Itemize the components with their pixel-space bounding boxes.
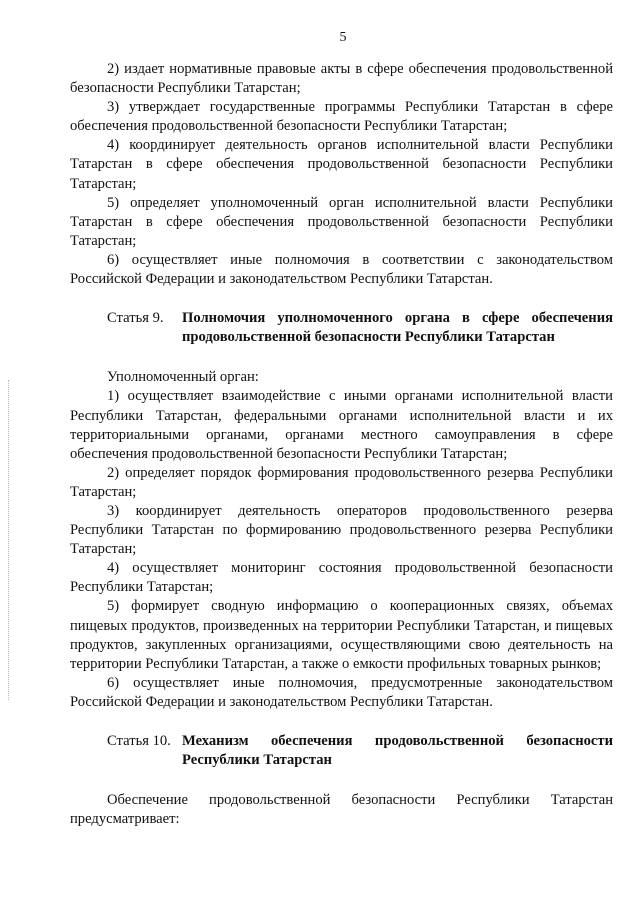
article-9-title: Полномочия уполномоченного органа в сфере обеспечения продовольственной безопасности Республики Татарстан (182, 310, 613, 346)
spacer (70, 289, 613, 309)
spacer (70, 712, 613, 732)
paragraph-art9-item1: 1) осуществляет взаимодействие с иными органами исполнительной власти Республики Татарстан, федеральными органами исполнительной власти и их территориальными органами, органами местного самоуправления в сфере обеспечения продовольственной безопасности Республики Татарстан; (70, 388, 613, 462)
article-9-label: Статья 9. (107, 310, 164, 327)
paragraph-art9-item2: 2) определяет порядок формирования продовольственного резерва Республики Татарстан; (70, 464, 613, 500)
article-10-heading (70, 732, 613, 770)
article-10-label: Статья 10. (107, 733, 171, 749)
margin-stitch-marks (8, 380, 11, 700)
paragraph-art8-item5: 5) определяет уполномоченный орган исполнительной власти Республики Татарстан в сфере обеспечения продовольственной безопасности Республики Татарстан; (70, 194, 613, 249)
page-number: 5 (339, 30, 347, 45)
paragraph-art10-intro: Обеспечение продовольственной безопасности Республики Татарстан предусматривает: (70, 792, 613, 828)
article-9-heading (70, 309, 613, 347)
paragraph-art9-item6: 6) осуществляет иные полномочия, предусмотренные законодательством Российской Федерации и законодательством Республики Татарстан. (70, 674, 613, 710)
paragraph-art8-item2: 2) издает нормативные правовые акты в сфере обеспечения продовольственной безопасности Республики Татарстан; (70, 61, 613, 97)
paragraph-art9-item4: 4) осуществляет мониторинг состояния продовольственной безопасности Республики Татарстан; (70, 560, 613, 596)
article-10-title: Механизм обеспечения продовольственной безопасности Республики Татарстан (182, 733, 613, 769)
paragraph-art9-intro: Уполномоченный орган: (107, 369, 259, 386)
spacer (70, 347, 613, 368)
paragraph-art9-item5: 5) формирует сводную информацию о кооперационных связях, объемах пищевых продуктов, произведенных на территории Республики Татарстан, и пищевых продуктов, закупленных организациями, осуществляющими свою деятельность на территории Республики Татарстан, а также о емкости профильных товарных рынков; (70, 598, 613, 672)
paragraph-art8-item6: 6) осуществляет иные полномочия в соответствии с законодательством Российской Федерации и законодательством Республики Татарстан. (70, 251, 613, 288)
paragraph-art8-item3: 3) утверждает государственные программы Республики Татарстан в сфере обеспечения продовольственной безопасности Республики Татарстан; (70, 99, 613, 135)
paragraph-art8-item4: 4) координирует деятельность органов исполнительной власти Республики Татарстан в сфере обеспечения продовольственной безопасности Республики Татарстан; (70, 137, 613, 192)
document-body (70, 60, 613, 829)
paragraph-art9-item3: 3) координирует деятельность операторов продовольственного резерва Республики Татарстан по формированию продовольственного резерва Республики Татарстан; (70, 502, 613, 558)
spacer (70, 770, 613, 791)
